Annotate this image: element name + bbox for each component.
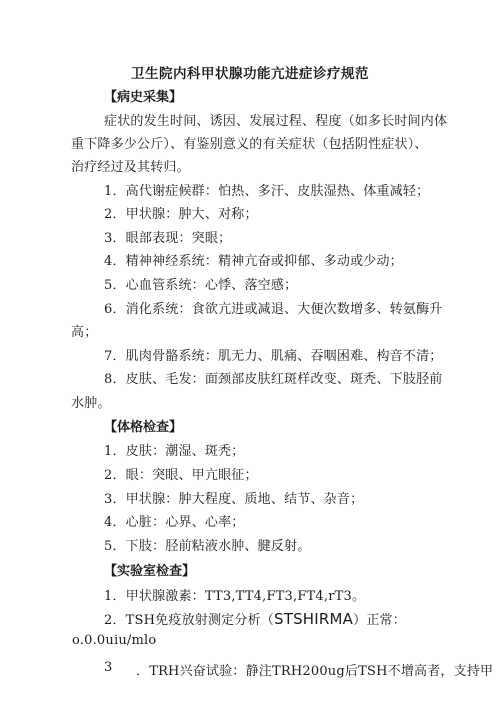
document-title: 卫生院内科甲状腺功能亢进症诊疗规范	[131, 66, 369, 82]
history-item-4: 4．精神神经系统：精神亢奋或抑郁、多动或少动；	[104, 254, 403, 269]
exam-heading: 【体格检查】	[104, 420, 183, 435]
history-item-6-cont: 高；	[71, 325, 98, 340]
lab-heading: 【实验室检查】	[104, 564, 196, 579]
history-item-3: 3．眼部表现：突眼；	[104, 231, 232, 246]
history-item-2: 2．甲状腺：肿大、对称；	[104, 207, 258, 222]
lab-item-2-abbrev: STSHIRMA	[274, 610, 354, 628]
history-heading: 【病史采集】	[104, 90, 183, 105]
history-item-6: 6．消化系统：食欲亢进或减退、大便次数增多、转氨酶升	[104, 302, 443, 317]
exam-item-2: 2．眼：突眼、甲亢眼征；	[104, 468, 258, 483]
lab-item-3: ．TRH兴奋试验：静注TRH200ug后TSH不增高者，支持甲	[136, 664, 494, 679]
exam-item-4: 4．心脏：心界、心率；	[104, 515, 245, 530]
lab-item-2	[104, 609, 476, 628]
exam-item-5: 5．下肢：胫前粘液水肿、腱反射。	[104, 539, 311, 554]
history-intro-line-1: 症状的发生时间、诱因、发展过程、程度（如多长时间内体	[104, 114, 448, 129]
lab-item-2-suffix: ）正常：	[353, 613, 406, 628]
history-item-8-cont: 水肿。	[71, 396, 111, 411]
history-item-5: 5．心血管系统：心悸、落空感；	[104, 278, 298, 293]
history-item-8: 8．皮肤、毛发：面颈部皮肤红斑样改变、斑秃、下肢胫前	[104, 372, 443, 387]
exam-item-1: 1．皮肤：潮湿、斑秃；	[104, 444, 245, 459]
lab-item-3-number: 3	[104, 660, 113, 675]
lab-item-2-prefix: 2．TSH免疫放射测定分析（	[104, 613, 274, 628]
lab-item-1: 1．甲状腺激素：TT3,TT4,FT3,FT4,rT3。	[104, 589, 366, 604]
lab-item-2-cont: o.0.0uiu/mlo	[72, 633, 157, 648]
history-intro-line-3: 治疗经过及其转归。	[71, 160, 190, 175]
history-intro-line-2: 重下降多少公斤）、有鉴别意义的有关症状（包括阴性症状）、	[71, 137, 428, 152]
exam-item-3: 3．甲状腺：肿大程度、质地、结节、杂音；	[104, 492, 364, 507]
history-item-7: 7．肌肉骨骼系统：肌无力、肌痛、吞咽困难、构音不清；	[104, 349, 443, 364]
history-item-1: 1．高代谢症候群：怕热、多汗、皮肤湿热、体重减轻；	[104, 184, 430, 199]
